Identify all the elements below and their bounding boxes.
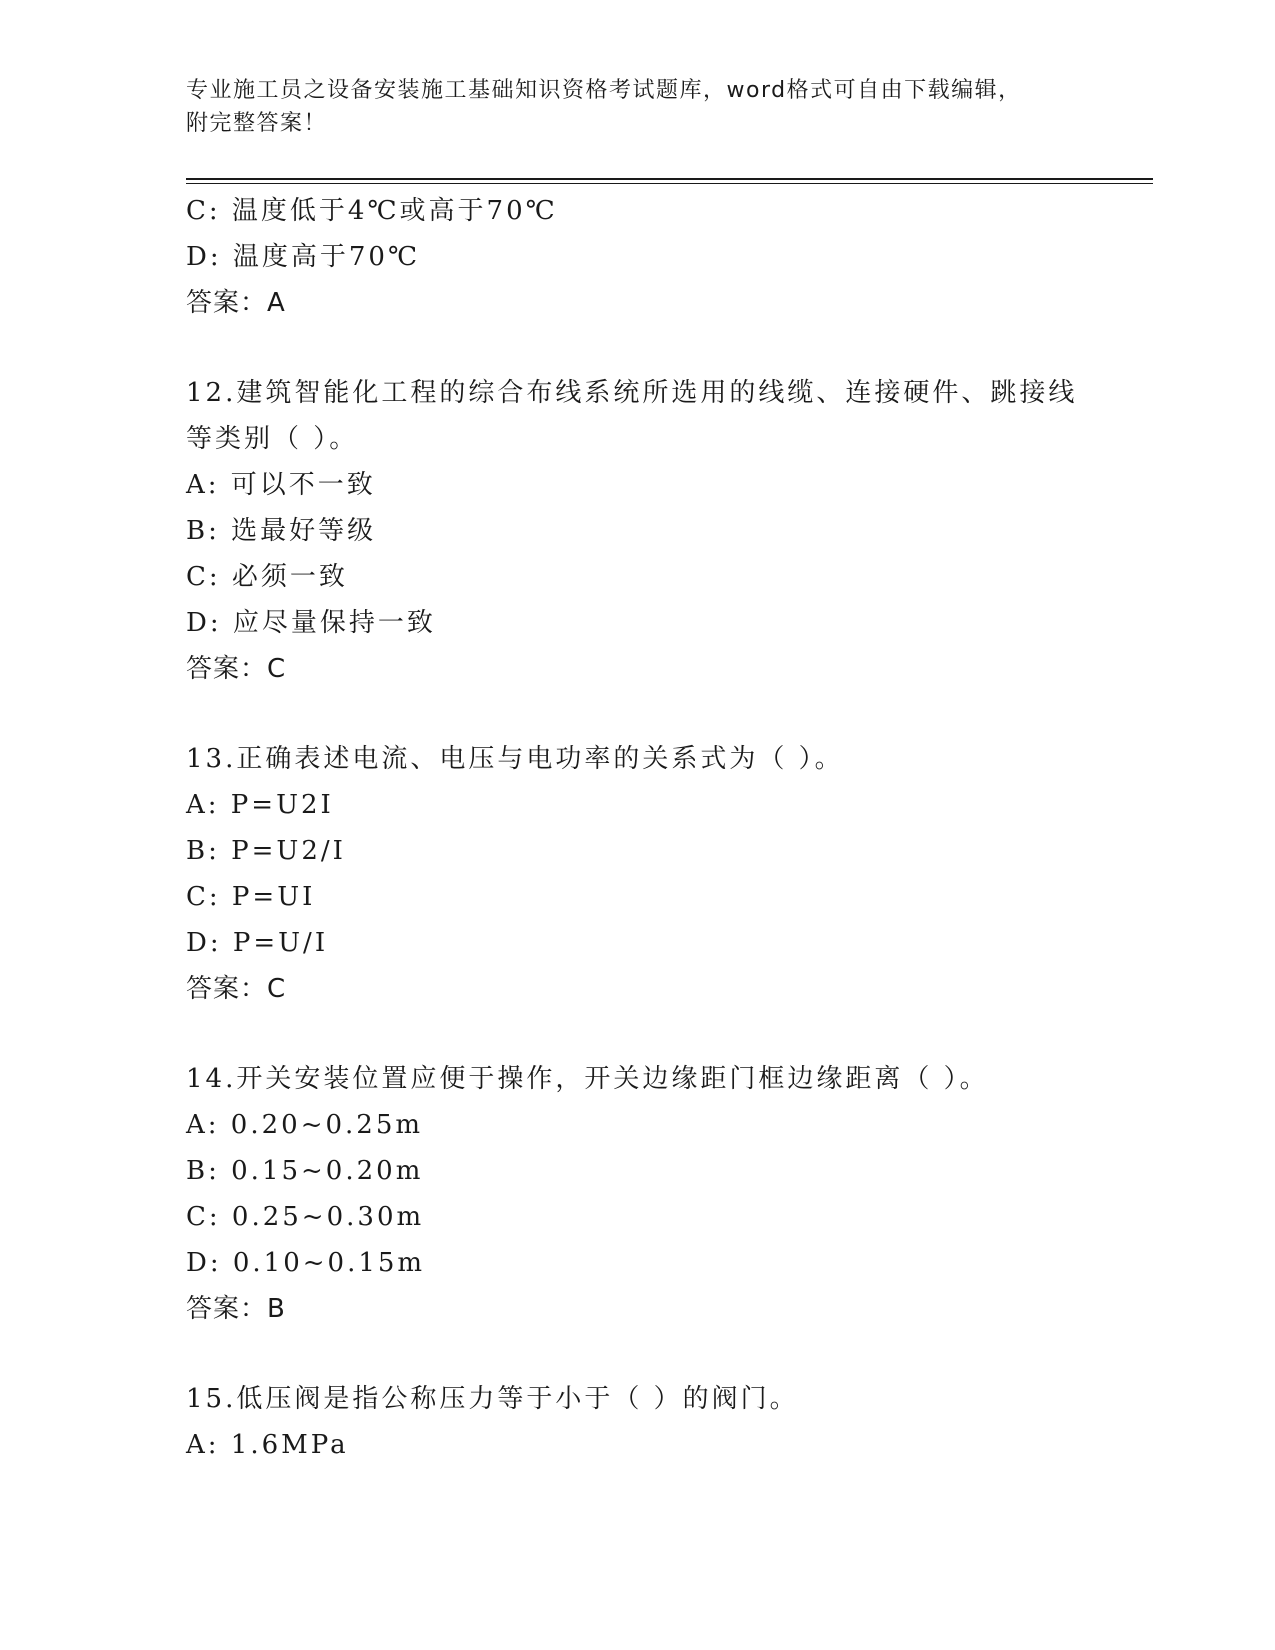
option-c: C: 温度低于4℃或高于70℃ [186, 196, 558, 226]
option-c: C: P=UI [186, 882, 316, 912]
question-stem-line: 等类别（ ）。 [186, 424, 359, 454]
option-d: D: 应尽量保持一致 [186, 608, 436, 638]
option-b: B: P=U2/I [186, 836, 346, 866]
question-stem-line: 14.开关安装位置应便于操作，开关边缘距门框边缘距离（ ）。 [186, 1064, 989, 1094]
question-block-12 [186, 370, 1086, 692]
header-line-1: 专业施工员之设备安装施工基础知识资格考试题库，word格式可自由下载编辑， [186, 78, 1022, 103]
answer-line: 答案：B [186, 1294, 286, 1324]
option-a: A: P=U2I [186, 790, 334, 820]
question-block-11 [186, 188, 1086, 326]
answer-line: 答案：C [186, 654, 287, 684]
option-b: B: 0.15~0.20m [186, 1156, 424, 1186]
option-d: D: 温度高于70℃ [186, 242, 421, 272]
option-b: B: 选最好等级 [186, 516, 377, 546]
option-a: A: 1.6MPa [186, 1430, 349, 1460]
header-divider-thick [186, 178, 1153, 180]
question-stem-line: 15.低压阀是指公称压力等于小于（ ）的阀门。 [186, 1384, 799, 1414]
option-c: C: 必须一致 [186, 562, 348, 592]
question-stem-line: 12.建筑智能化工程的综合布线系统所选用的线缆、连接硬件、跳接线 [186, 378, 1078, 408]
document-header [186, 74, 1066, 140]
header-line-2: 附完整答案！ [186, 111, 328, 136]
question-block-14 [186, 1056, 1086, 1332]
question-block-13 [186, 736, 1086, 1012]
option-a: A: 0.20~0.25m [186, 1110, 424, 1140]
question-list [186, 188, 1086, 1468]
option-a: A: 可以不一致 [186, 470, 376, 500]
answer-line: 答案：C [186, 974, 287, 1004]
header-divider-thin [186, 183, 1153, 184]
answer-line: 答案：A [186, 288, 286, 318]
question-block-15 [186, 1376, 1086, 1468]
option-d: D: P=U/I [186, 928, 329, 958]
option-d: D: 0.10~0.15m [186, 1248, 426, 1278]
question-stem-line: 13.正确表述电流、电压与电功率的关系式为（ ）。 [186, 744, 844, 774]
option-c: C: 0.25~0.30m [186, 1202, 425, 1232]
